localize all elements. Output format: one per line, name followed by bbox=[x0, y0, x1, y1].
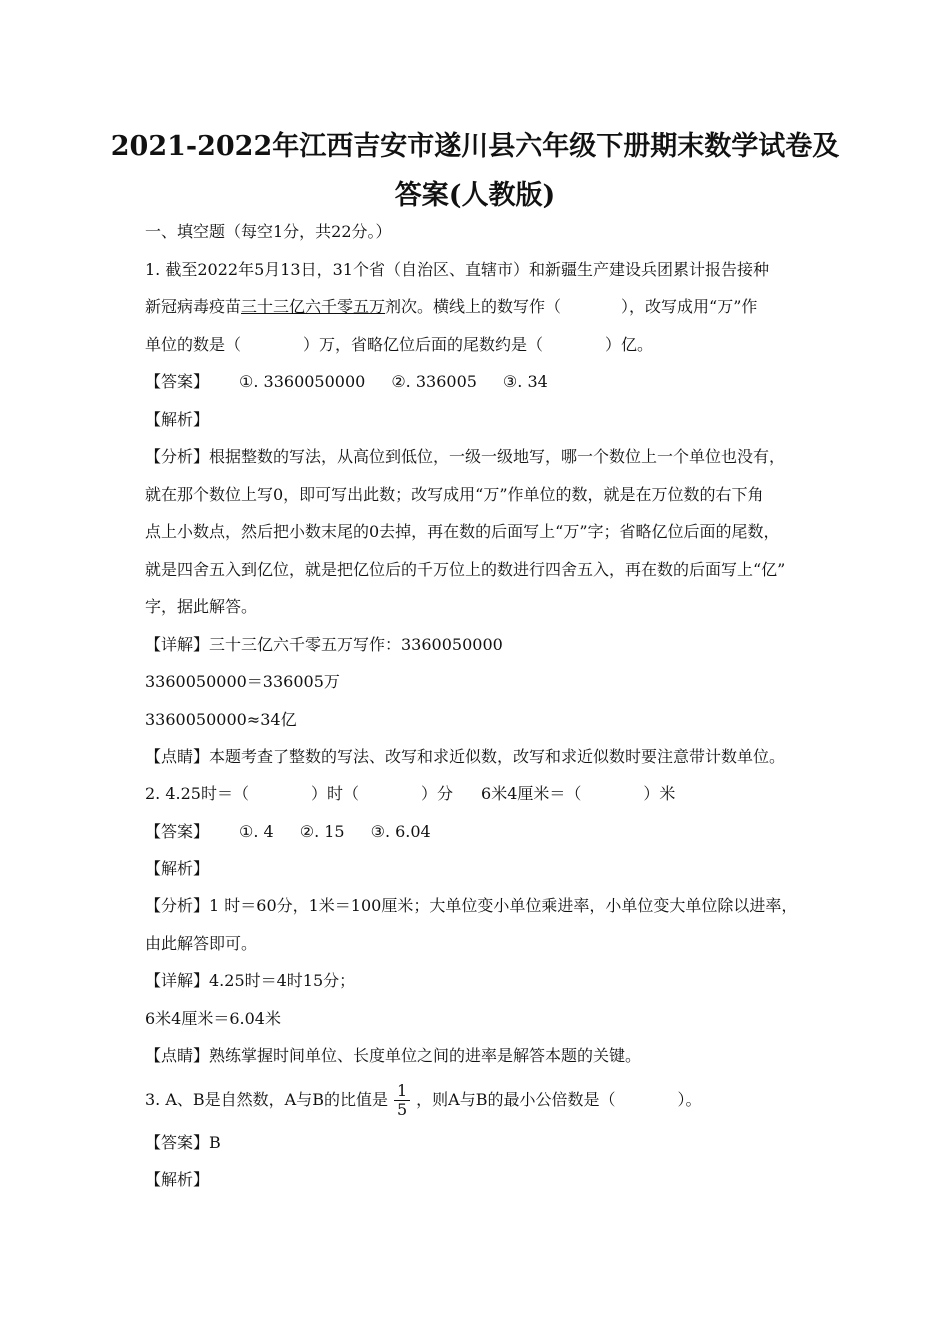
q2-answer-2: ②. 15 bbox=[299, 822, 345, 841]
q1-answer bbox=[145, 372, 548, 392]
q1-answer-1: ①. 3360050000 bbox=[239, 372, 366, 391]
q2-line1-c: ）分 bbox=[421, 784, 454, 803]
answer-label: 【答案】 bbox=[145, 372, 210, 391]
q1-line2-a: 新冠病毒疫苗 bbox=[145, 297, 242, 316]
q2-jiexi: 【解析】 bbox=[145, 859, 210, 878]
section-heading: 一、填空题（每空1分，共22分。） bbox=[145, 222, 392, 241]
answer-label: 【答案】 bbox=[145, 822, 210, 841]
q1-answer-3: ③. 34 bbox=[502, 372, 548, 391]
q3-fraction bbox=[394, 1082, 410, 1119]
q1-underlined-number: 三十三亿六千零五万 bbox=[241, 297, 386, 316]
q2-analysis-2: 由此解答即可。 bbox=[145, 934, 258, 953]
q3-line1 bbox=[145, 1080, 702, 1120]
q3-line1-a: 3. A、B是自然数，A与B的比值是 bbox=[145, 1090, 388, 1109]
q2-comment: 【点睛】熟练掌握时间单位、长度单位之间的进率是解答本题的关键。 bbox=[145, 1046, 642, 1065]
q1-comment: 【点睛】本题考查了整数的写法、改写和求近似数，改写和求近似数时要注意带计数单位。 bbox=[145, 747, 786, 766]
doc-title-line2: 答案(人教版) bbox=[394, 180, 556, 211]
q1-analysis-3: 点上小数点，然后把小数末尾的0去掉，再在数的后面写上“万”字；省略亿位后面的尾数， bbox=[145, 522, 780, 541]
q1-line2-c: ），改写成用“万”作 bbox=[621, 297, 758, 316]
fraction-denominator: 5 bbox=[396, 1100, 408, 1119]
q2-line1-a: 2. 4.25时＝（ bbox=[145, 784, 249, 803]
q1-detail-2: 3360050000＝336005万 bbox=[145, 672, 340, 691]
q1-line3-a: 单位的数是（ bbox=[145, 335, 242, 354]
q3-answer: 【答案】B bbox=[145, 1133, 221, 1152]
q2-detail-2: 6米4厘米＝6.04米 bbox=[145, 1009, 281, 1028]
doc-title-line1: 2021-2022年江西吉安市遂川县六年级下册期末数学试卷及 bbox=[110, 131, 840, 162]
q1-analysis-2: 就在那个数位上写0，即可写出此数；改写成用“万”作单位的数，就是在万位数的右下角 bbox=[145, 485, 764, 504]
q3-line1-b: ，则A与B的最小公倍数是（ bbox=[416, 1090, 616, 1109]
q1-jiexi: 【解析】 bbox=[145, 410, 210, 429]
q2-analysis-1: 【分析】1 时＝60分，1米＝100厘米；大单位变小单位乘进率，小单位变大单位除以进率， bbox=[145, 896, 798, 915]
q2-answer bbox=[145, 822, 431, 842]
q3-line1-c: ）。 bbox=[677, 1090, 702, 1109]
q2-answer-1: ①. 4 bbox=[239, 822, 274, 841]
q1-detail-3: 3360050000≈34亿 bbox=[145, 710, 297, 729]
fraction-numerator: 1 bbox=[394, 1082, 410, 1101]
q2-line1 bbox=[145, 784, 675, 804]
q1-line2-b: 剂次。横线上的数写作（ bbox=[385, 297, 562, 316]
q2-line1-b: ）时（ bbox=[310, 784, 359, 803]
q2-line1-d: 6米4厘米＝（ bbox=[481, 784, 582, 803]
q1-line3-b: ）万，省略亿位后面的尾数约是（ bbox=[303, 335, 544, 354]
q1-line1: 1. 截至2022年5月13日，31个省（自治区、直辖市）和新疆生产建设兵团累计报告接种 bbox=[145, 260, 769, 279]
q1-analysis-5: 字，据此解答。 bbox=[145, 597, 258, 616]
q1-analysis-1: 【分析】根据整数的写法，从高位到低位，一级一级地写，哪一个数位上一个单位也没有， bbox=[145, 447, 786, 466]
q2-answer-3: ③. 6.04 bbox=[370, 822, 431, 841]
q1-answer-2: ②. 336005 bbox=[391, 372, 477, 391]
q1-detail-1: 【详解】三十三亿六千零五万写作：3360050000 bbox=[145, 635, 503, 654]
q1-analysis-4: 就是四舍五入到亿位，就是把亿位后的千万位上的数进行四舍五入，再在数的后面写上“亿” bbox=[145, 560, 786, 579]
q2-line1-e: ）米 bbox=[643, 784, 676, 803]
q1-line3-c: ）亿。 bbox=[605, 335, 654, 354]
q1-line2 bbox=[145, 297, 757, 317]
q3-jiexi: 【解析】 bbox=[145, 1170, 210, 1189]
q1-line3 bbox=[145, 335, 653, 355]
q2-detail-1: 【详解】4.25时＝4时15分； bbox=[145, 971, 356, 990]
